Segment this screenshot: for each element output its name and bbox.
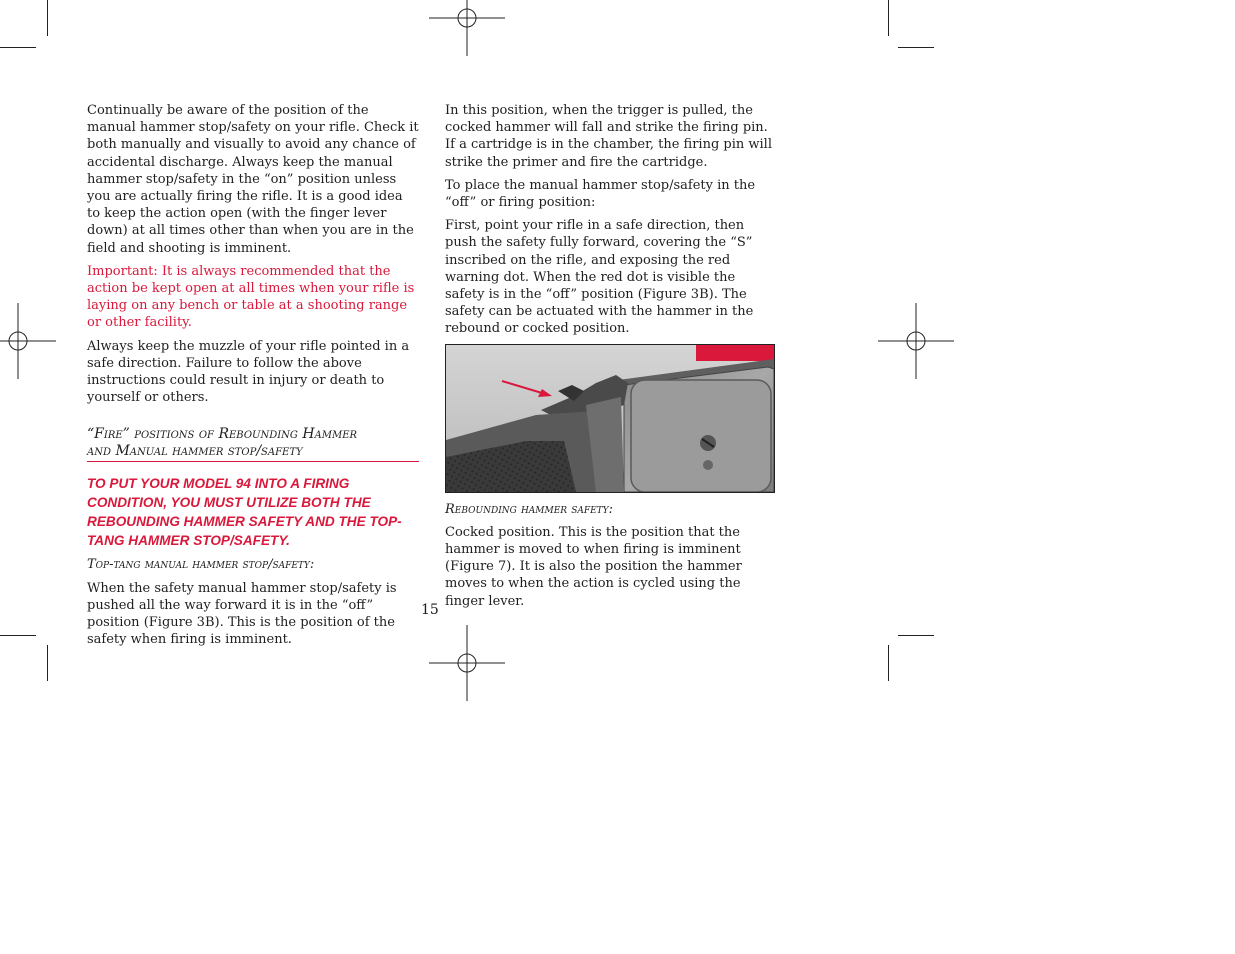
paragraph: In this position, when the trigger is pulled, the cocked hammer will fall and strike the firing pin. If a cartridge is in the chamber, the firing pin will strike the primer and fire the cartridge. [445, 103, 772, 170]
important-note: Important: It is always recommended that the action be kept open at all times when your rifle is laying on any bench or table at a shooting range or other facility. [87, 263, 415, 331]
right-column [445, 102, 777, 616]
left-column [87, 102, 419, 654]
crop-mark [888, 0, 889, 36]
section-heading-line: “Fire” positions of Rebounding Hammer [87, 426, 358, 443]
registration-mark-icon [878, 303, 954, 379]
paragraph: When the safety manual hammer stop/safety is pushed all the way forward it is in the “off” position (Figure 3B). This is the position of the safety when firing is imminent. [87, 580, 397, 648]
crop-mark [888, 645, 889, 681]
crop-mark [0, 635, 36, 636]
crop-mark [47, 645, 48, 681]
registration-mark-icon [429, 0, 505, 56]
section-heading [87, 426, 419, 462]
paragraph: Always keep the muzzle of your rifle pointed in a safe direction. Failure to follow the above instructions could result in injury or death to yourself or others. [87, 338, 410, 406]
paragraph: Cocked position. This is the position that the hammer is moved to when firing is imminent (Figure 7). It is also the position the hammer moves to when the action is cycled using the finger lever. [445, 524, 742, 609]
paragraph: First, point your rifle in a safe direction, then push the safety fully forward, covering the “S” inscribed on the rifle, and exposing the red warning dot. When the red dot is visible the safety is in the “off” position (Figure 3B). The safety can be actuated with the hammer in the rebound or cocked position. [445, 218, 754, 337]
warning-text: TO PUT YOUR MODEL 94 INTO A FIRING CONDITION, YOU MUST UTILIZE BOTH THE REBOUNDING HAMMER SAFETY AND THE TOP-TANG HAMMER STOP/SAFETY. [87, 476, 402, 549]
paragraph: Continually be aware of the position of the manual hammer stop/safety on your rifle. Check it both manually and visually to avoid any chance of accidental discharge. Always keep the manual hammer stop/safety in the “on” position unless you are actually firing the rifle. It is a good idea to keep the action open (with the finger lever down) at all times other than when you are in the field and shooting is imminent. [87, 103, 419, 256]
figure-caption: Rebounding hammer safety: [445, 501, 614, 517]
crop-mark [47, 0, 48, 36]
registration-mark-icon [0, 303, 56, 379]
crop-mark [898, 635, 934, 636]
page-number: 15 [421, 602, 439, 618]
paragraph: To place the manual hammer stop/safety in the “off” or firing position: [445, 177, 756, 211]
rifle-receiver-photo [445, 344, 775, 493]
crop-mark [0, 47, 36, 48]
registration-mark-icon [429, 625, 505, 701]
crop-mark [898, 47, 934, 48]
section-heading-line: and Manual hammer stop/safety [87, 443, 303, 460]
subheading: Top-tang manual hammer stop/safety: [87, 557, 315, 573]
